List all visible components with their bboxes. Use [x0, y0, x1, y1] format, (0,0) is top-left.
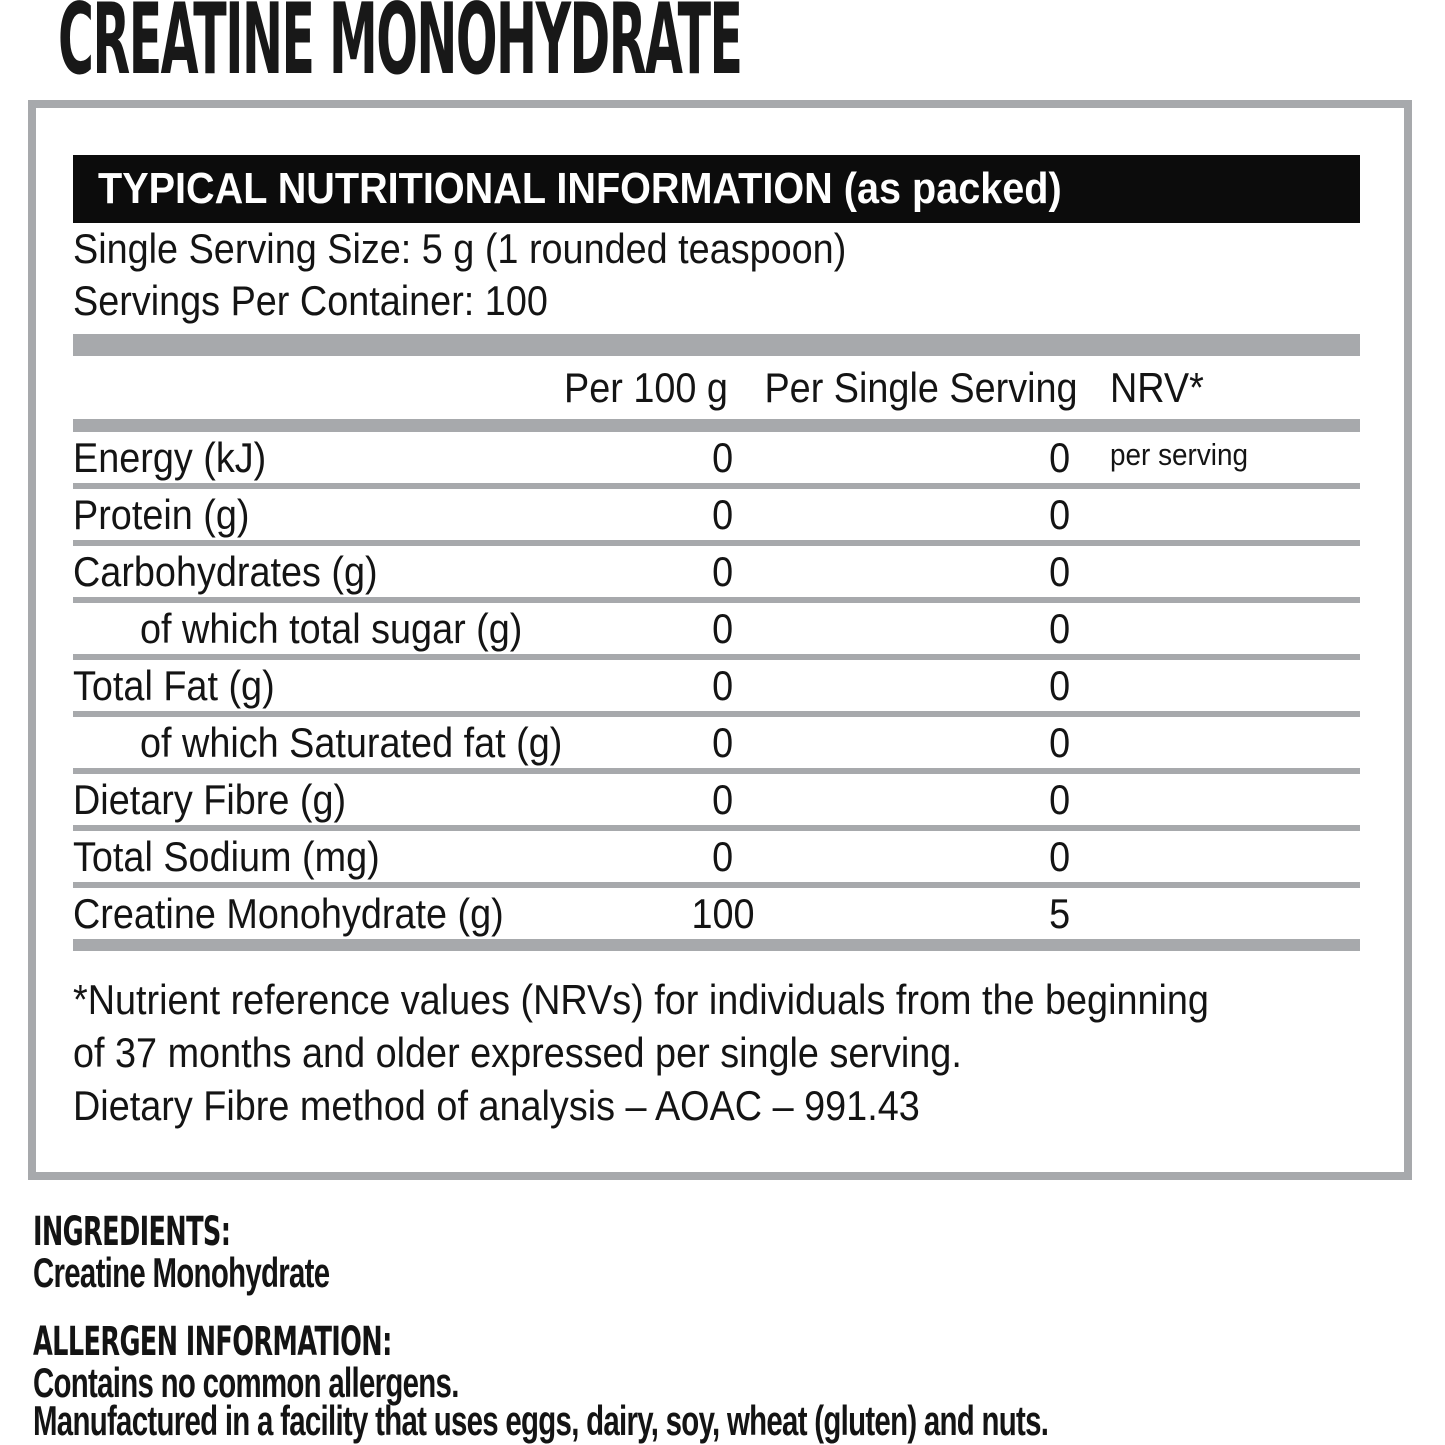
footnote-line-1: *Nutrient reference values (NRVs) for individuals from the beginning	[73, 976, 1209, 1023]
table-row-saturated-fat	[73, 717, 1360, 774]
row-value-per-100g: 0	[712, 661, 734, 709]
table-row-total-sugar	[73, 603, 1360, 660]
allergen-heading: ALLERGEN INFORMATION:	[33, 1319, 392, 1365]
row-value-per-100g: 0	[712, 832, 734, 880]
row-value-per-100g: 0	[712, 775, 734, 823]
row-label: of which total sugar (g)	[140, 604, 523, 652]
row-label: Total Fat (g)	[73, 661, 275, 709]
row-value-per-serving: 0	[1049, 661, 1071, 709]
allergen-line-1: Contains no common allergens.	[33, 1359, 459, 1406]
row-value-nrv	[1217, 605, 1360, 653]
table-row-carbohydrates	[73, 546, 1360, 603]
row-value-nrv	[1217, 833, 1360, 881]
panel-header-text: TYPICAL NUTRITIONAL INFORMATION (as packed)	[98, 164, 1062, 213]
row-value-per-100g: 0	[712, 490, 734, 538]
footnote-line-2: of 37 months and older expressed per single serving.	[73, 1029, 962, 1076]
row-value-per-serving: 0	[1049, 832, 1071, 880]
row-value-per-100g: 100	[691, 889, 755, 937]
table-row-creatine-monohydrate	[73, 888, 1360, 951]
row-value-per-serving: 0	[1049, 490, 1071, 538]
row-value-per-serving: 5	[1049, 889, 1071, 937]
row-label: Carbohydrates (g)	[73, 547, 378, 595]
row-value-nrv	[1217, 548, 1360, 596]
panel-header-bar	[73, 155, 1360, 223]
footnote-line-3: Dietary Fibre method of analysis – AOAC – 991.43	[73, 1082, 920, 1129]
row-value-per-100g: 0	[712, 718, 734, 766]
footnotes	[73, 973, 1360, 1132]
row-value-per-100g: 0	[712, 604, 734, 652]
servings-per-container-line: Servings Per Container: 100	[73, 277, 548, 324]
column-header-nrv: NRV* per serving	[1110, 356, 1360, 419]
row-label: Protein (g)	[73, 490, 250, 538]
row-label: of which Saturated fat (g)	[140, 718, 563, 766]
nutrition-panel	[28, 100, 1412, 1180]
row-value-per-serving: 0	[1049, 604, 1071, 652]
row-value-nrv	[1217, 719, 1360, 767]
row-value-nrv	[1217, 890, 1360, 938]
ingredients-value: Creatine Monohydrate	[33, 1249, 330, 1296]
column-header-per-serving: Per Single Serving	[764, 364, 1078, 411]
row-value-per-100g: 0	[712, 433, 734, 481]
product-title	[58, 0, 1425, 97]
row-value-per-serving: 0	[1049, 547, 1071, 595]
product-title-text: CREATINE MONOHYDRATE	[58, 0, 742, 97]
row-label: Dietary Fibre (g)	[73, 775, 347, 823]
row-value-per-100g: 0	[712, 547, 734, 595]
table-row-total-fat	[73, 660, 1360, 717]
bottom-sections	[33, 1209, 1445, 1444]
row-value-nrv	[1217, 776, 1360, 824]
divider-thick	[73, 334, 1360, 356]
row-label: Energy (kJ)	[73, 433, 267, 481]
table-row-protein	[73, 489, 1360, 546]
row-value-nrv	[1217, 662, 1360, 710]
row-value-per-serving: 0	[1049, 433, 1071, 481]
table-row-dietary-fibre	[73, 774, 1360, 831]
section-spacer	[33, 1292, 1445, 1320]
serving-size-line: Single Serving Size: 5 g (1 rounded teaspoon)	[73, 225, 847, 272]
column-header-per-100g: Per 100 g	[564, 364, 728, 411]
row-value-per-serving: 0	[1049, 718, 1071, 766]
row-label: Total Sodium (mg)	[73, 832, 380, 880]
column-header-nrv-subtext: per serving	[1110, 437, 1249, 472]
table-row-total-sodium	[73, 831, 1360, 888]
row-value-per-serving: 0	[1049, 775, 1071, 823]
ingredients-heading: INGREDIENTS:	[33, 1209, 231, 1255]
allergen-line-2: Manufactured in a facility that uses eggs, dairy, soy, wheat (gluten) and nuts.	[33, 1397, 1049, 1444]
row-value-nrv	[1217, 491, 1360, 539]
row-label: Creatine Monohydrate (g)	[73, 889, 504, 937]
